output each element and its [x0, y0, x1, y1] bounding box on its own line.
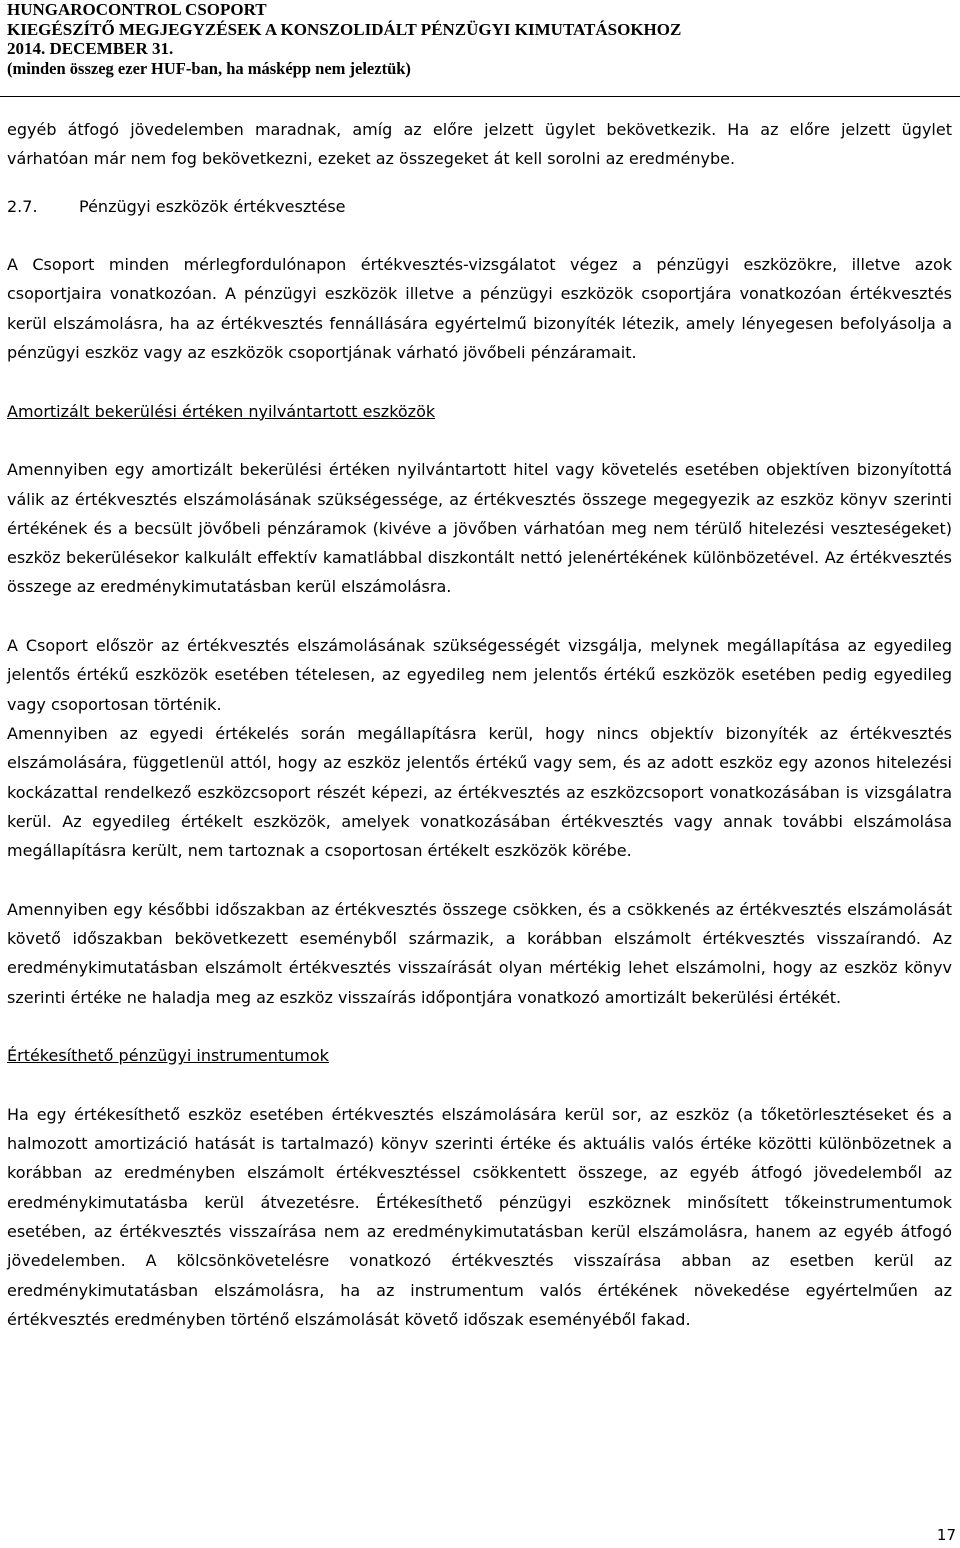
page-number: 17 [936, 1526, 956, 1544]
page-header [7, 0, 947, 78]
amortized-paragraph-3: Amennyiben az egyedi értékelés során megállapításra kerül, hogy nincs objektív bizonyíték az értékvesztés elszámolására, függetlenül attól, hogy az eszköz jelentős értékű vagy sem, és az adott eszköz egy azonos hitelezési kockázattal rendelkező eszközcsoport részét képezi, az értékvesztés az eszközcsoport vonatkozásában is vizsgálatra kerül. Az egyedileg értékelt eszközök, amelyek vonatkozásában értékvesztés vagy annak további elszámolása megállapításra került, nem tartoznak a csoportosan értékelt eszközök körébe. [7, 723, 952, 861]
amortized-heading: Amortizált bekerülési értéken nyilvántartott eszközök [7, 401, 436, 421]
header-divider [0, 96, 960, 97]
available-for-sale-heading: Értékesíthető pénzügyi instrumentumok [7, 1046, 329, 1066]
company-name: HUNGAROCONTROL CSOPORT [7, 0, 267, 19]
section-title: Pénzügyi eszközök értékvesztése [79, 196, 346, 216]
amortized-paragraph-1: Amennyiben egy amortizált bekerülési értéken nyilvántartott hitel vagy követelés esetében objektíven bizonyítottá válik az értékvesztés elszámolásának szükségessége, az értékvesztés összege megegyezik az eszköz könyv szerinti értékének és a becsült jövőbeli pénzáramok (kivéve a jövőben várhatóan meg nem térülő hitelezési veszteségeket) eszköz bekerülésekor kalkulált effektív kamatlábbal diszkontált nettó jelenértékének különbözetével. Az értékvesztés összege az eredménykimutatásban kerül elszámolásra. [7, 460, 952, 597]
section-number: 2.7. [7, 196, 38, 216]
amortized-paragraph-2: A Csoport először az értékvesztés elszámolásának szükségességét vizsgálja, melynek megállapítása az egyedileg jelentős értékű eszközök esetében tételesen, az egyedileg nem jelentős értékű eszközök esetében pedig egyedileg vagy csoportosan történik. [7, 636, 952, 714]
intro-paragraph: egyéb átfogó jövedelemben maradnak, amíg az előre jelzett ügylet bekövetkezik. Ha az előre jelzett ügylet várhatóan már nem fog bekövetkezni, ezeket az összegeket át kell sorolni az eredménybe. [7, 120, 952, 169]
section-paragraph: A Csoport minden mérlegfordulónapon értékvesztés-vizsgálatot végez a pénzügyi eszközökre, illetve azok csoportjaira vonatkozóan. A pénzügyi eszközök illetve a pénzügyi eszközök csoportjára vonatkozóan értékvesztés kerül elszámolásra, ha az értékvesztés fennállására egyértelmű bizonyíték létezik, amely lényegesen befolyásolja a pénzügyi eszköz vagy az eszközök csoportjának várható jövőbeli pénzáramait. [7, 255, 952, 363]
document-title: KIEGÉSZÍTŐ MEGJEGYZÉSEK A KONSZOLIDÁLT PÉNZÜGYI KIMUTATÁSOKHOZ [7, 19, 682, 39]
available-for-sale-paragraph: Ha egy értékesíthető eszköz esetében értékvesztés elszámolására kerül sor, az eszköz (a tőketörlesztéseket és a halmozott amortizáció hatását is tartalmazó) könyv szerinti értéke és aktuális valós értéke közötti különbözetnek a korábban az eredményben elszámolt értékvesztéssel csökkentett összege, az egyéb átfogó jövedelemből az eredménykimutatásba kerül átvezetésre. Értékesíthető pénzügyi eszköznek minősített tőkeinstrumentumok esetében, az értékvesztés visszaírása nem az eredménykimutatásban kerül elszámolásra, hanem az egyéb átfogó jövedelemben. A kölcsönkövetelésre vonatkozó értékvesztés visszaírása abban az esetben kerül az eredménykimutatásban elszámolásra, ha az instrumentum valós értékének növekedése egyértelműen az értékvesztés eredményben történő elszámolását követő időszak eseményéből fakad. [7, 1104, 952, 1329]
amortized-paragraph-4: Amennyiben egy későbbi időszakban az értékvesztés összege csökken, és a csökkenés az értékvesztés elszámolását követő időszakban bekövetkezett eseményből származik, a korábban elszámolt értékvesztés visszaírandó. Az eredménykimutatásban elszámolt értékvesztés visszaírását olyan mértékig lehet elszámolni, hogy az eszköz könyv szerinti értéke ne haladja meg az eszköz visszaírás időpontjára vonatkozó amortizált bekerülési értékét. [7, 899, 952, 1007]
document-body [7, 115, 952, 1334]
section-heading [7, 192, 952, 221]
report-date: 2014. DECEMBER 31. [7, 39, 174, 58]
currency-note: (minden összeg ezer HUF-ban, ha másképp nem jeleztük) [7, 58, 411, 78]
